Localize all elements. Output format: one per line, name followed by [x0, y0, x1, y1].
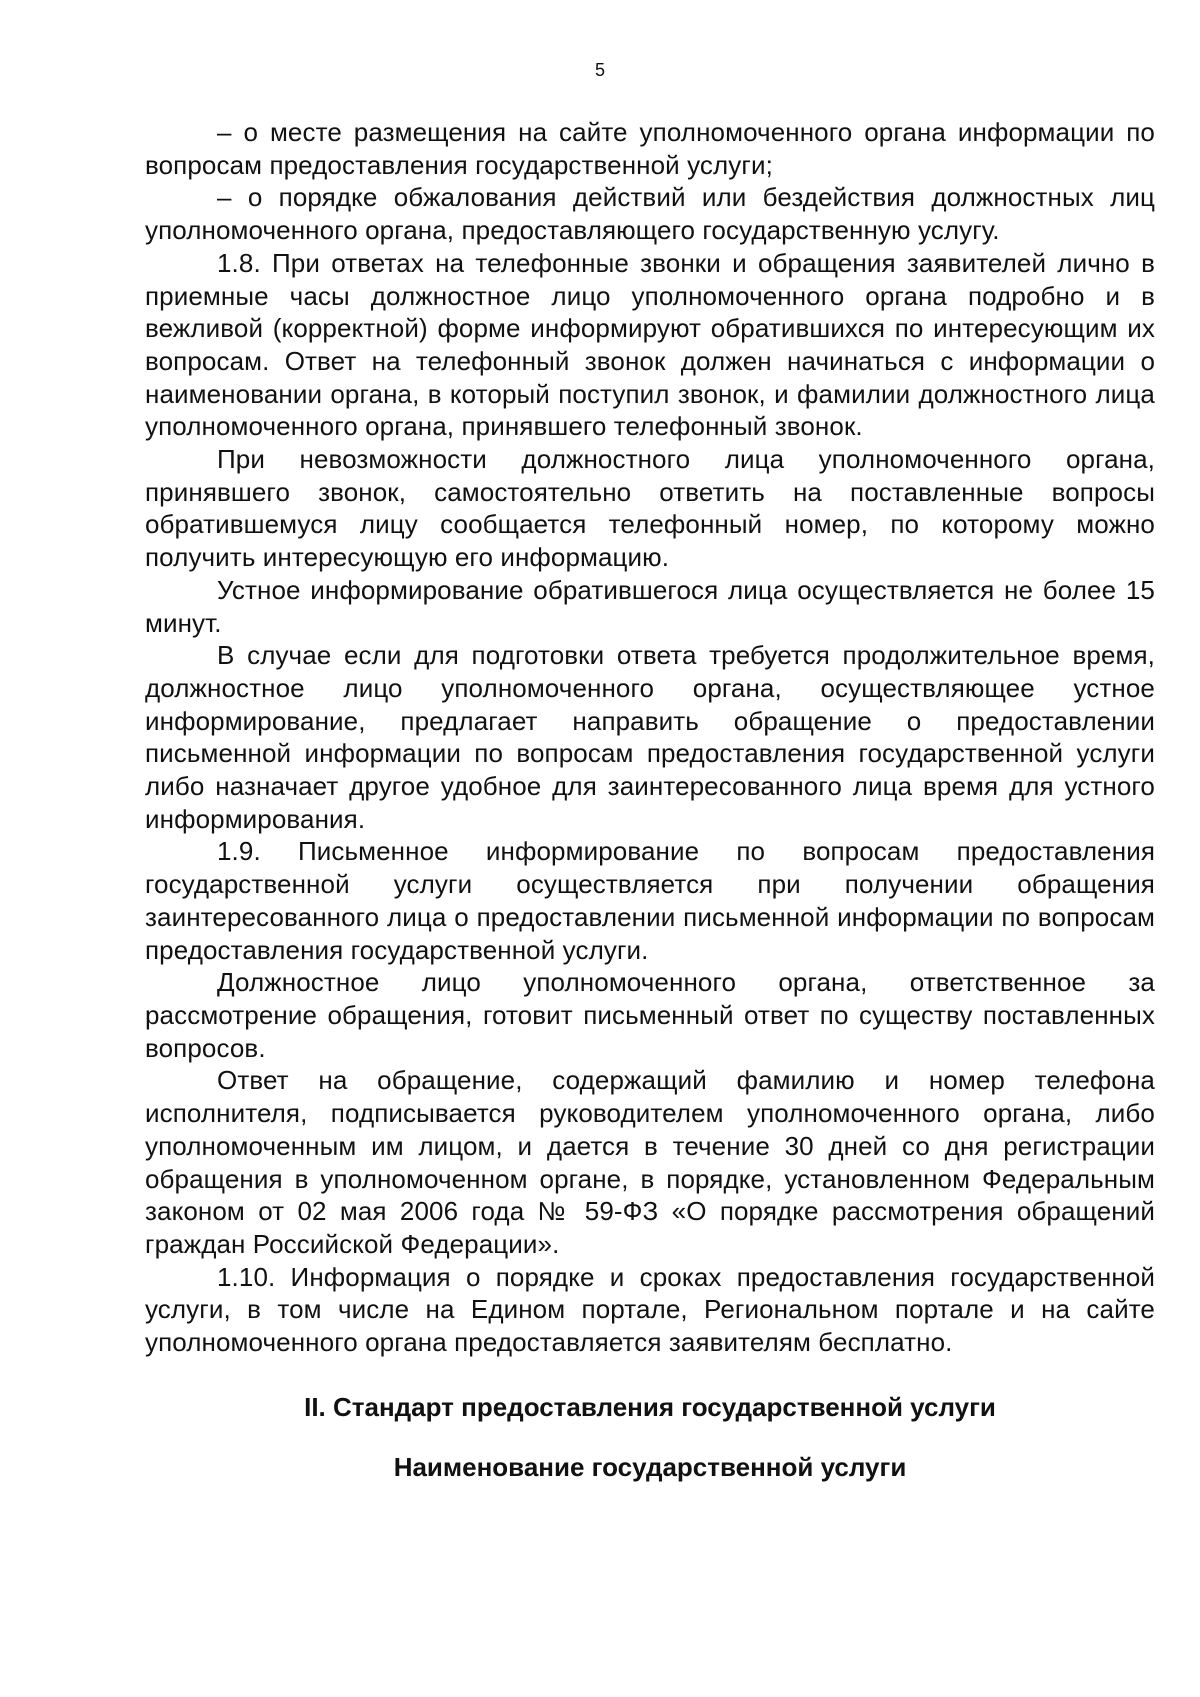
section-heading: II. Стандарт предоставления государственной услуги — [304, 1391, 996, 1422]
paragraph-1-9: 1.9. Письменное информирование по вопросам предоставления государственной услуги осуществляется при получении обращения заинтересованного лица о предоставлении письменной информации по вопросам предоставления государственной услуги. — [145, 836, 1155, 965]
paragraph-extended-time: В случае если для подготовки ответа требуется продолжительное время, должностное лицо уполномоченного органа, осуществляющее устное информирование, предлагает направить обращение о предоставлении письменной информации по вопросам предоставления государственной услуги либо назначает другое удобное для заинтересованного лица время для устного информирования. — [145, 640, 1155, 834]
page-number: 5 — [594, 60, 605, 80]
paragraph-responsible-official: Должностное лицо уполномоченного органа, ответственное за рассмотрение обращения, готовит письменный ответ по существу поставленных вопросов. — [145, 967, 1155, 1063]
paragraph-oral-duration: Устное информирование обратившегося лица осуществляется не более 15 минут. — [145, 574, 1155, 638]
subsection-heading: Наименование государственной услуги — [393, 1451, 907, 1482]
paragraph-response-signature: Ответ на обращение, содержащий фамилию и номер телефона исполнителя, подписывается руководителем уполномоченного органа, либо уполномоченным им лицом, и дается в течение 30 дней со дня регистрации обращения в уполномоченном органе, в порядке, установленном Федеральным законом от 02 мая 2006 года № 59-ФЗ «О порядке рассмотрения обращений граждан Российской Федерации». — [145, 1065, 1155, 1259]
paragraph-info-placement: – о месте размещения на сайте уполномоченного органа информации по вопросам предоставления государственной услуги; — [145, 117, 1155, 180]
paragraph-phone-number: При невозможности должностного лица уполномоченного органа, принявшего звонок, самостоятельно ответить на поставленные вопросы обратившемуся лицу сообщается телефонный номер, по которому можно получить интересующую его информацию. — [145, 444, 1155, 573]
paragraph-appeal-procedure: – о порядке обжалования действий или бездействия должностных лиц уполномоченного органа, предоставляющего государственную услугу. — [145, 182, 1155, 246]
paragraph-1-10: 1.10. Информация о порядке и сроках предоставления государственной услуги, в том числе на Едином портале, Региональном портале и на сайте уполномоченного органа предоставляется заявителям бесплатно. — [145, 1261, 1155, 1358]
paragraph-1-8: 1.8. При ответах на телефонные звонки и обращения заявителей лично в приемные часы должностное лицо уполномоченного органа подробно и в вежливой (корректной) форме информируют обратившихся по интересующим их вопросам. Ответ на телефонный звонок должен начинаться с информации о наименовании органа, в который поступил звонок, и фамилии должностного лица уполномоченного органа, принявшего телефонный звонок. — [145, 247, 1155, 442]
document-body — [145, 116, 1155, 1483]
